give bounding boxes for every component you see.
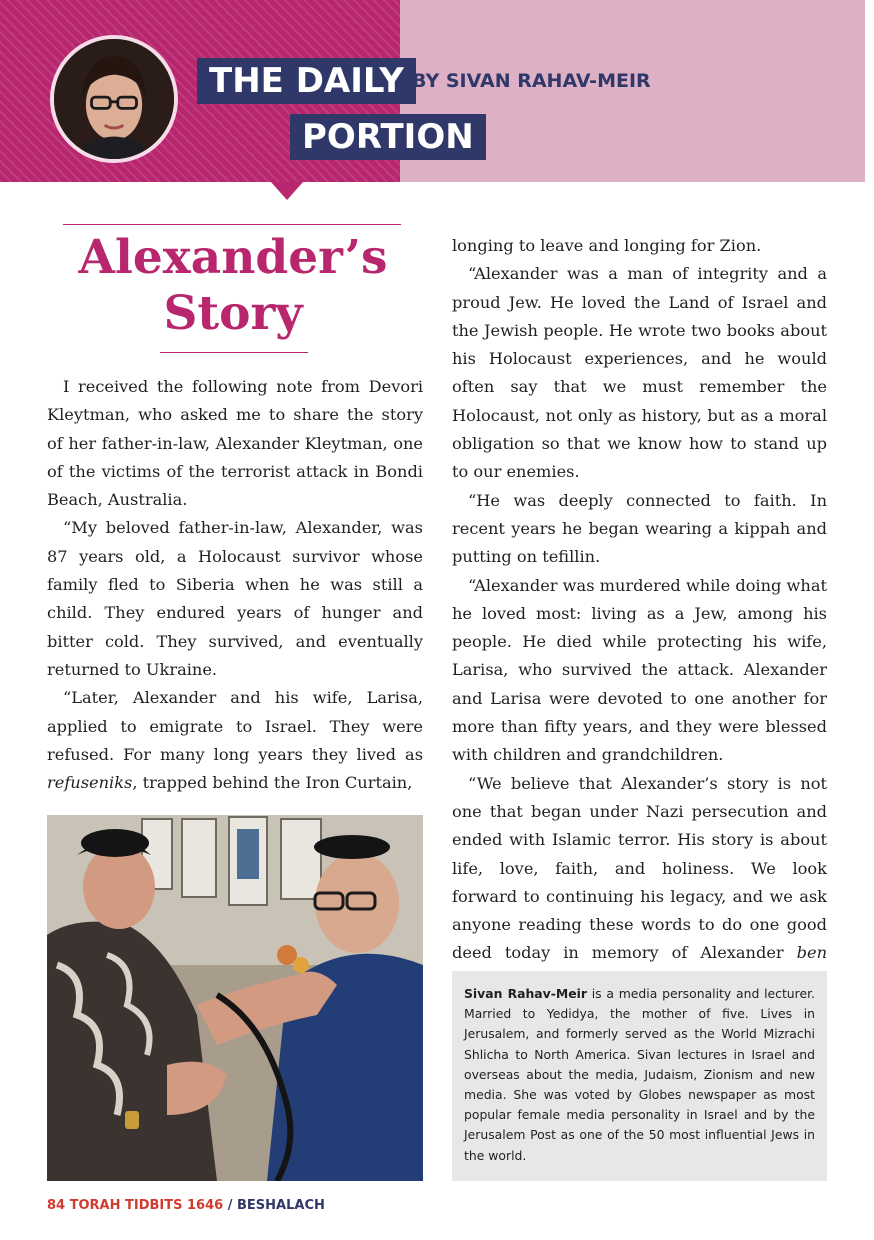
author-avatar xyxy=(50,35,178,163)
page-footer xyxy=(47,1198,325,1213)
paragraph: I received the following note from Devori Kleytman, who asked me to share the story of her father-in-law, Alexander Kleytman, one of the victims of the terrorist attack in Bondi Beach, Australia. xyxy=(47,377,423,510)
paragraph-text: “Later, Alexander and his wife, Larisa, applied to emigrate to Israel. They were refused. For many long years they lived as xyxy=(47,688,423,764)
column-title-line2: PORTION xyxy=(290,114,486,160)
author-portrait-icon xyxy=(54,39,174,159)
paragraph: “My beloved father-in-law, Alexander, was 87 years old, a Holocaust survivor whose family fled to Siberia when he was still a child. They endured years of hunger and bitter cold. They survived, and eventually returned to Ukraine. xyxy=(47,518,423,679)
byline: BY SIVAN RAHAV-MEIR xyxy=(412,70,651,92)
title-rule-bottom xyxy=(160,352,308,353)
paragraph-continuation: longing to leave and longing for Zion. xyxy=(452,236,762,255)
footer-separator: / xyxy=(223,1198,238,1213)
column-header xyxy=(0,0,865,182)
right-column xyxy=(452,232,827,996)
column-title-line1: THE DAILY xyxy=(197,58,416,104)
title-rule-top xyxy=(63,224,401,225)
paragraph-text: , trapped behind the Iron Curtain, xyxy=(132,773,413,793)
paragraph-text: “We believe that Alexander’s story is not one that began under Nazi persecution and ended with Islamic terror. His story is about life, love, faith, and holiness. We look forward to continuing his legacy, and we ask anyone reading these words to do one good deed today in memory of Alexander xyxy=(452,773,827,963)
italic-term: ben xyxy=(796,943,827,963)
paragraph: “Alexander was murdered while doing what he loved most: living as a Jew, among his people. He died while protecting his wife, Larisa, who survived the attack. Alexander and Larisa were devoted to one another for more than fifty years, and they were blessed with children and grandchildren. xyxy=(452,575,827,765)
paragraph xyxy=(47,684,423,797)
header-pointer xyxy=(271,182,303,200)
footer-publication: 84 TORAH TIDBITS 1646 xyxy=(47,1198,224,1213)
bio-author-name: Sivan Rahav-Meir xyxy=(464,986,587,1001)
left-column xyxy=(47,373,423,797)
paragraph: “He was deeply connected to faith. In recent years he began wearing a kippah and putting on tefillin. xyxy=(452,490,827,567)
article-title-line1: Alexander’s xyxy=(78,230,388,285)
author-bio-box xyxy=(452,971,827,1181)
paragraph xyxy=(452,770,827,996)
tefillin-photo-icon xyxy=(47,815,423,1181)
bio-text: is a media personality and lecturer. Married to Yedidya, the mother of five. Lives in Jerusalem, and formerly served as the World Mizrachi Shlicha to North America. Sivan lectures in Israel and overseas about the media, Judaism, Zionism and new media. She was voted by Globes newspaper as most popular female media personality in Israel and by the Jerusalem Post as one of the 50 most influential Jews in the world. xyxy=(464,986,815,1163)
article-title xyxy=(50,230,416,342)
article-photo xyxy=(47,815,423,1181)
footer-parsha: BESHALACH xyxy=(237,1198,325,1213)
article-title-line2: Story xyxy=(163,286,303,341)
paragraph: “Alexander was a man of integrity and a proud Jew. He loved the Land of Israel and the Jewish people. He wrote two books about his Holocaust experiences, and he would often say that we must remember the Holocaust, not only as history, but as a moral obligation so that we know how to stand up to our enemies. xyxy=(452,264,827,482)
italic-term: refuseniks xyxy=(47,773,133,793)
